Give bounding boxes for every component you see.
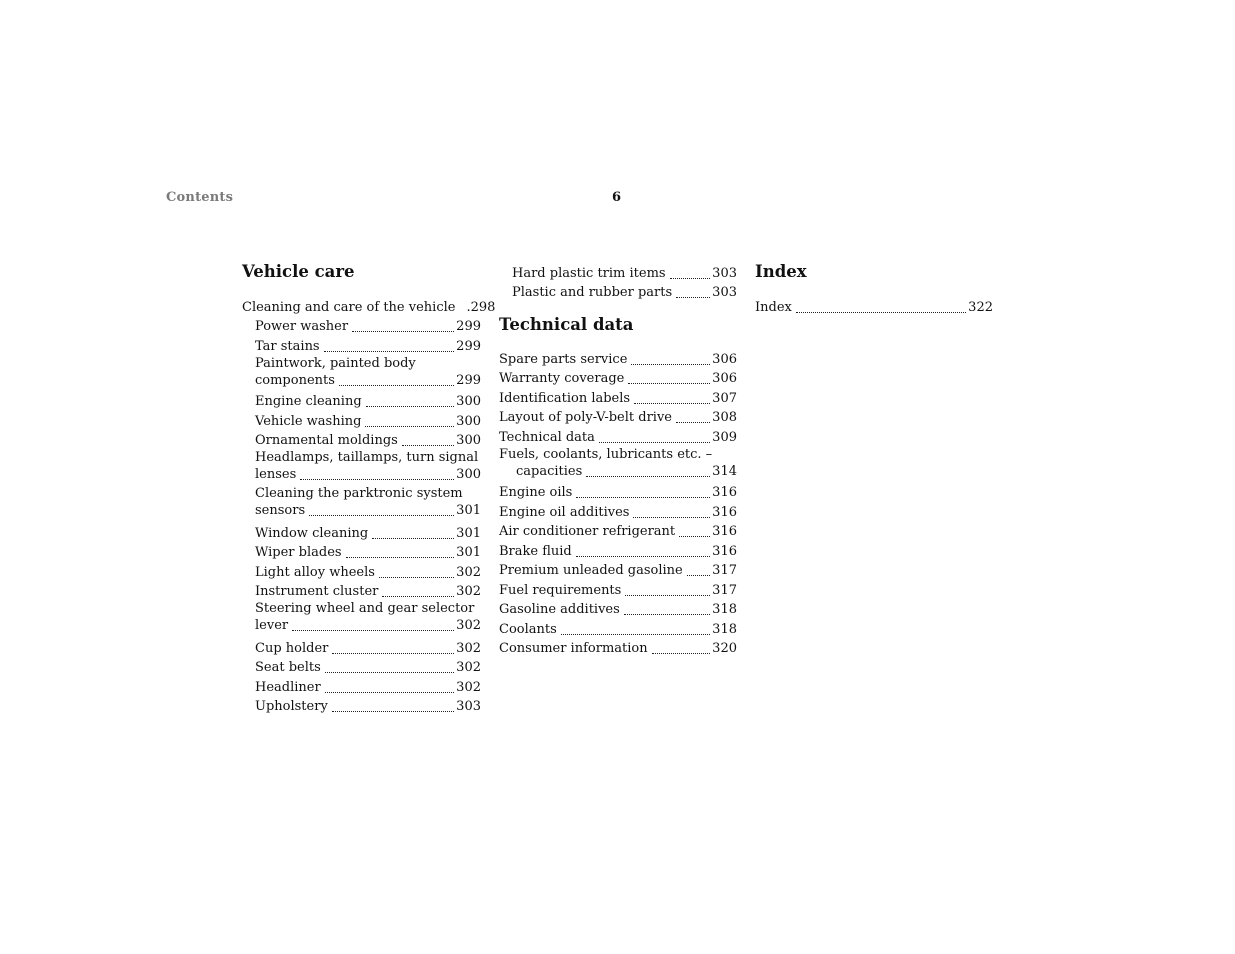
toc-entry[interactable]: Upholstery 303: [255, 699, 481, 714]
running-header-section: Contents: [166, 190, 234, 205]
toc-entry[interactable]: Layout of poly-V-belt drive 308: [499, 410, 737, 425]
toc-entry[interactable]: Fuels, coolants, lubricants etc. – capacities 314: [499, 446, 737, 479]
index-column: [755, 262, 993, 316]
toc-entry[interactable]: Cleaning the parktronic system sensors 301: [255, 486, 481, 518]
toc-entry[interactable]: Steering wheel and gear selector lever 302: [255, 601, 481, 633]
toc-entry[interactable]: Warranty coverage 306: [499, 371, 737, 386]
index-heading: Index: [755, 262, 807, 281]
toc-entry[interactable]: Cup holder 302: [255, 640, 481, 656]
toc-entry[interactable]: Air conditioner refrigerant 316: [499, 524, 737, 539]
toc-entry[interactable]: Headlamps, taillamps, turn signal lenses 300: [255, 450, 481, 482]
toc-entry[interactable]: Ornamental moldings 300: [255, 433, 481, 448]
toc-entry[interactable]: Index 322: [755, 299, 993, 315]
toc-entry[interactable]: Engine oils 316: [499, 485, 737, 500]
toc-entry[interactable]: Engine cleaning 300: [255, 394, 481, 409]
toc-entry[interactable]: Plastic and rubber parts 303: [512, 285, 737, 300]
toc-entry[interactable]: Power washer 299: [255, 319, 481, 334]
toc-entry[interactable]: Light alloy wheels 302: [255, 564, 481, 580]
toc-entry[interactable]: Instrument cluster 302: [255, 584, 481, 599]
toc-entry[interactable]: Cleaning and care of the vehicle .298: [242, 299, 496, 315]
toc-entry[interactable]: Hard plastic trim items 303: [512, 265, 737, 281]
toc-entry[interactable]: Identification labels 307: [499, 390, 737, 406]
toc-entry[interactable]: Tar stains 299: [255, 338, 481, 354]
toc-entry[interactable]: Coolants 318: [499, 621, 737, 637]
page-number: 6: [612, 190, 622, 205]
toc-entry[interactable]: Gasoline additives 318: [499, 602, 737, 617]
toc-entry[interactable]: Window cleaning 301: [255, 525, 481, 541]
vehicle-care-heading: Vehicle care: [242, 262, 355, 281]
technical-data-heading: Technical data: [499, 315, 634, 334]
vehicle-care-column: [242, 262, 496, 715]
toc-entry[interactable]: Spare parts service 306: [499, 351, 737, 367]
toc-entry[interactable]: Headliner 302: [255, 679, 481, 695]
toc-entry[interactable]: Paintwork, painted body components 299: [255, 355, 481, 388]
toc-entry[interactable]: Wiper blades 301: [255, 545, 481, 560]
technical-data-column: [499, 262, 737, 657]
toc-entry[interactable]: Engine oil additives 316: [499, 504, 737, 520]
toc-entry[interactable]: Consumer information 320: [499, 641, 737, 656]
toc-entry[interactable]: Premium unleaded gasoline 317: [499, 563, 737, 578]
toc-entry[interactable]: Vehicle washing 300: [255, 413, 481, 429]
toc-entry[interactable]: Seat belts 302: [255, 660, 481, 675]
toc-entry[interactable]: Fuel requirements 317: [499, 582, 737, 598]
toc-entry[interactable]: Technical data 309: [499, 429, 737, 445]
toc-entry[interactable]: Brake fluid 316: [499, 543, 737, 559]
